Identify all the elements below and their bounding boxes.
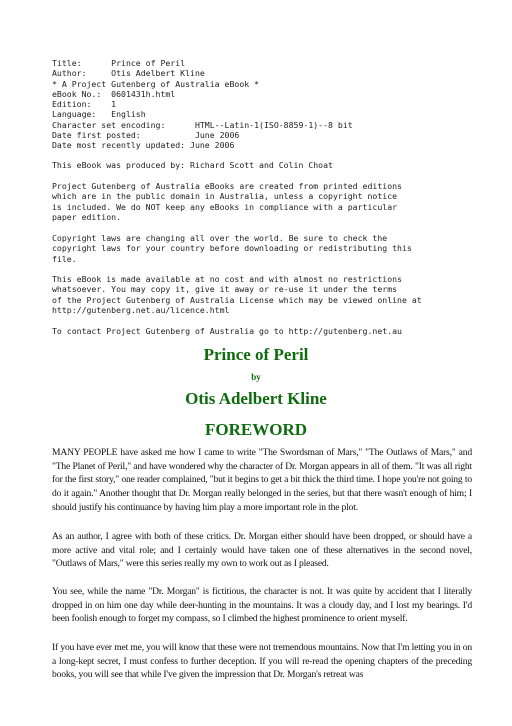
pga-notice: Project Gutenberg of Australia eBooks are created from printed editions which are in the public domain in Australia, unless a copyright notice is included. We do NOT keep any eBooks in compliance with a particular paper edition. [52, 181, 402, 222]
paragraph-3: You see, while the name "Dr. Morgan" is fictitious, the character is not. It was quite by accident that I literally dropped in on him one day while deer-hunting in the mountains. It was a cloudy day, and I lost my bearings. I'd been foolish enough to forget my compass, so I climbed the highest prominence to orient myself. [52, 586, 472, 625]
section-heading: FOREWORD [205, 420, 307, 439]
book-title: Prince of Peril [203, 345, 309, 364]
paragraph-4: If you have ever met me, you will know that these were not tremendous mountains. Now that I'm letting you in on a long-kept secret, I must confess to further deception. If you will re-read the opening chapters of the preceding books, you will see that while I've given the impression that Dr. Morgan's retreat was [52, 642, 472, 681]
paragraph-1: MANY PEOPLE have asked me how I came to write "The Swordsman of Mars," "The Outlaws of Mars," and "The Planet of Peril," and have wondered why the character of Dr. Morgan appears in all of them. "It was all right for the first story," one reader complained, "but it begins to get a bit thick the third time. I hope you're not going to do it again." Another thought that Dr. Morgan really belonged in the series, but that there wasn't enough of him; I should justify his continuance by having him play a more important role in the plot. [52, 447, 472, 513]
produced-by-line: This eBook was produced by: Richard Scott and Colin Choat [52, 160, 333, 170]
book-author: Otis Adelbert Kline [185, 389, 327, 408]
contact-line: To contact Project Gutenberg of Australia go to http://gutenberg.net.au [52, 326, 402, 336]
byline: by [251, 372, 261, 382]
paragraph-2: As an author, I agree with both of these critics. Dr. Morgan either should have been dropped, or should have a more active and vital role; and I certainly would have taken one of these alternatives in the second novel, "Outlaws of Mars," were this series really my own to work out as I pleased. [52, 531, 472, 570]
copyright-notice: Copyright laws are changing all over the world. Be sure to check the copyright laws for your country before downloading or redistributing this file. [52, 233, 412, 264]
header-metadata: Title: Prince of Peril Author: Otis Adelbert Kline * A Project Gutenberg of Australia eBook * eBook No.: 0601431h.html Edition: 1 Language: English Character set encoding: HTML--Latin-1(ISO-8859-1)--8 bit Date first posted: June 2006 Date most recently updated: June 2006 [52, 58, 353, 151]
license-notice: This eBook is made available at no cost and with almost no restrictions whatsoever. You may copy it, give it away or re-use it under the terms of the Project Gutenberg of Australia License which may be viewed online at http://gutenberg.net.au/licence.html [52, 274, 422, 315]
